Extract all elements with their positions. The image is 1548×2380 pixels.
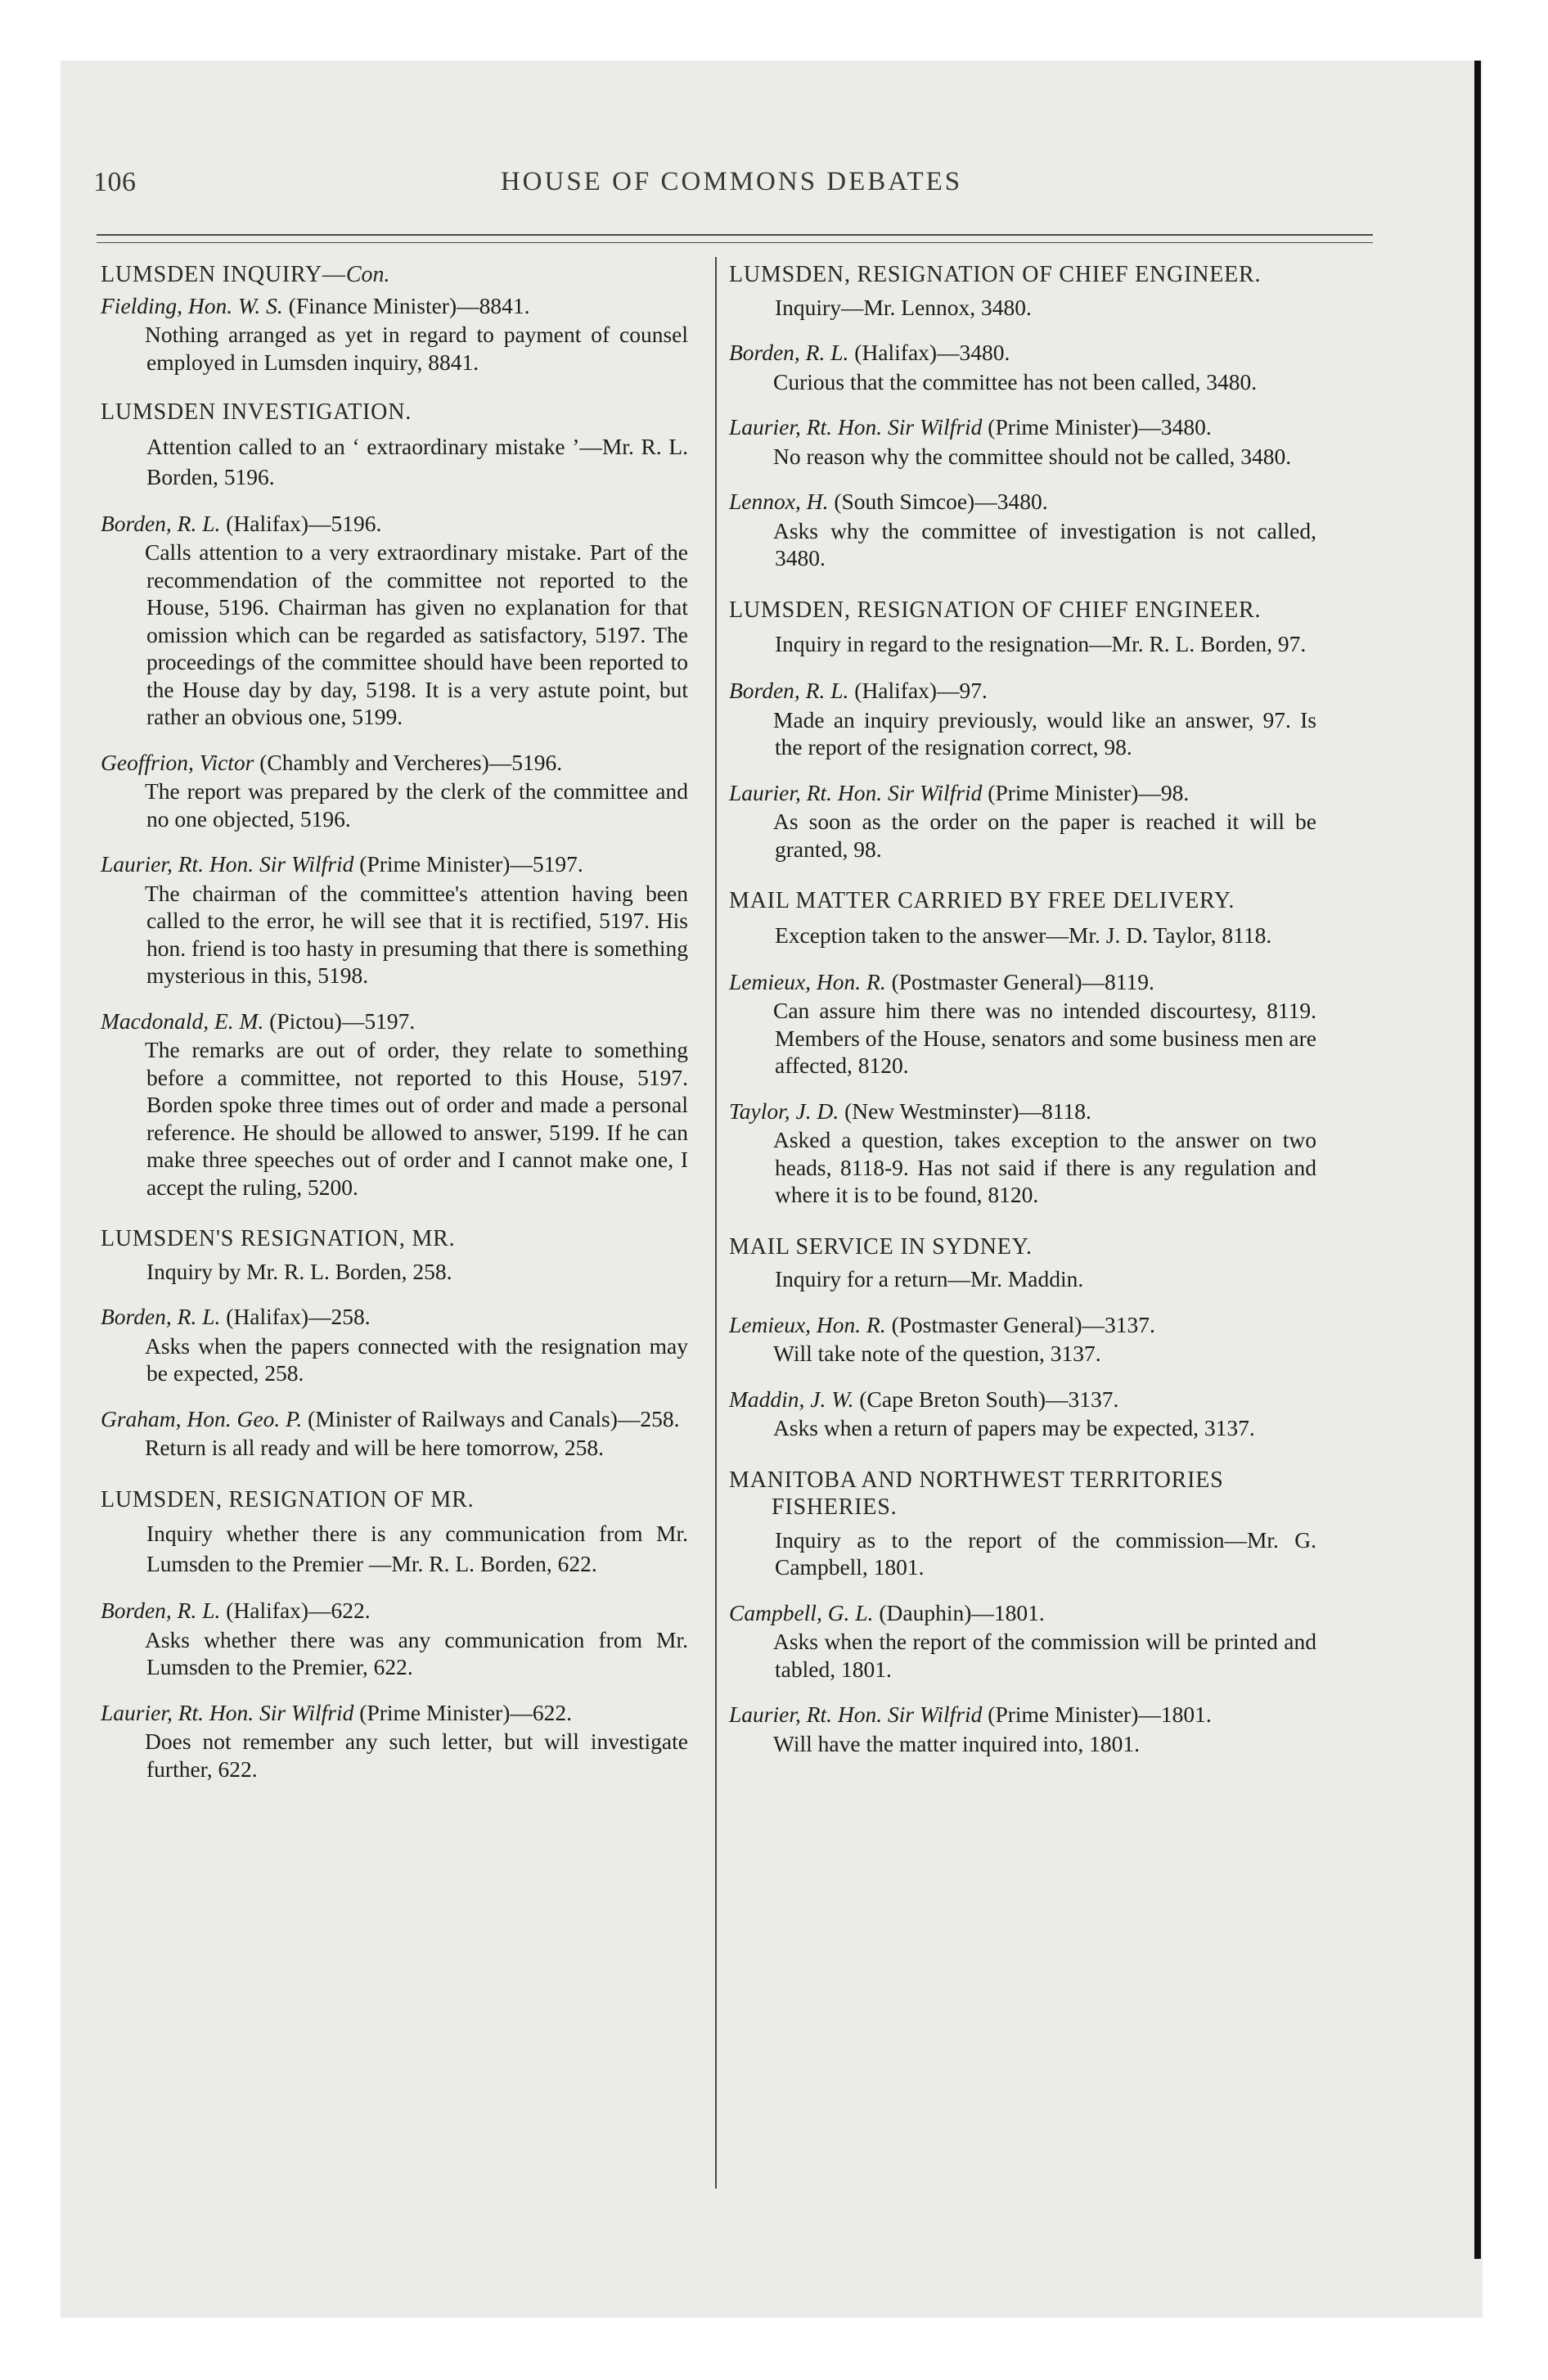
speech-summary: The report was prepared by the clerk of the committee and no one objected, 5196.: [145, 778, 688, 832]
page-sheet: [61, 61, 1483, 2318]
speaker-entry: Laurier, Rt. Hon. Sir Wilfrid (Prime Minister)—98.: [729, 779, 1190, 805]
speaker-entry: Laurier, Rt. Hon. Sir Wilfrid (Prime Minister)—1801.: [729, 1702, 1212, 1727]
speech-summary: Made an inquiry previously, would like an answer, 97. Is the report of the resignation correct, 98.: [773, 706, 1316, 760]
speech-summary: Will have the matter inquired into, 1801.: [773, 1730, 1140, 1756]
topic-note: Inquiry whether there is any communication from Mr. Lumsden to the Premier —Mr. R. L. Borden, 622.: [146, 1521, 688, 1576]
section-heading: MAIL SERVICE IN SYDNEY.: [729, 1233, 1033, 1260]
speaker-entry: Macdonald, E. M. (Pictou)—5197.: [101, 1007, 416, 1034]
speaker-entry: Maddin, J. W. (Cape Breton South)—3137.: [729, 1386, 1119, 1412]
speaker-entry: Borden, R. L. (Halifax)—622.: [101, 1598, 371, 1623]
speaker-entry: Borden, R. L. (Halifax)—258.: [101, 1304, 371, 1329]
speech-summary: The remarks are out of order, they relate to something before a committee, not reported to this House, 5197. Borden spoke three times out of order and made a personal reference. He should be allowed to answer, 5199. If he can make three speeches out of order and I cannot make one, I accept the ruling, 5200.: [145, 1037, 688, 1200]
section-heading: LUMSDEN, RESIGNATION OF MR.: [101, 1486, 475, 1512]
topic-note: Attention called to an ‘ extraordinary mistake ’—Mr. R. L. Borden, 5196.: [146, 433, 688, 489]
speech-summary: Asks why the committee of investigation is not called, 3480.: [773, 517, 1316, 570]
page-number: 106: [93, 167, 137, 197]
topic-note: Inquiry in regard to the resignation—Mr. R. L. Borden, 97.: [775, 631, 1307, 656]
speaker-entry: Laurier, Rt. Hon. Sir Wilfrid (Prime Minister)—622.: [101, 1699, 572, 1725]
speech-summary: Will take note of the question, 3137.: [773, 1341, 1101, 1366]
speaker-entry: Laurier, Rt. Hon. Sir Wilfrid (Prime Minister)—5197.: [101, 851, 583, 877]
section-heading: MAIL MATTER CARRIED BY FREE DELIVERY.: [729, 888, 1235, 913]
speech-summary: Asked a question, takes exception to the answer on two heads, 8118-9. Has not said if there is any regulation and where it is to be found, 8120.: [773, 1127, 1316, 1207]
page-edge-shadow: [1474, 61, 1481, 2259]
section-heading: LUMSDEN, RESIGNATION OF CHIEF ENGINEER.: [729, 597, 1262, 623]
topic-note: Inquiry—Mr. Lennox, 3480.: [775, 294, 1032, 320]
section-heading: MANITOBA AND NORTHWEST TERRITORIES FISHERIES.: [729, 1467, 1224, 1520]
speaker-entry: Borden, R. L. (Halifax)—3480.: [729, 340, 1010, 365]
header-rule-thin: [97, 242, 1373, 243]
page-header: [93, 167, 1370, 216]
column-divider: [715, 257, 717, 2188]
speech-summary: Asks when the papers connected with the resignation may be expected, 258.: [145, 1332, 688, 1386]
speech-summary: The chairman of the committee's attention having been called to the error, he will see that it is rectified, 5197. His hon. friend is too hasty in presuming that there is something mysterious in this, 5198.: [145, 880, 688, 988]
speech-summary: Calls attention to a very extraordinary mistake. Part of the recommendation of the committee not reported to the House, 5196. Chairman has given no explanation for that omission which can be regarded as satisfactory, 5197. The proceedings of the committee should have been reported to the House day by day, 5198. It is a very astute point, but rather an obvious one, 5199.: [145, 539, 688, 729]
speech-summary: No reason why the committee should not be called, 3480.: [773, 443, 1292, 469]
header-rule: [97, 234, 1373, 236]
topic-note: Inquiry as to the report of the commission—Mr. G. Campbell, 1801.: [775, 1526, 1316, 1580]
topic-note: Inquiry for a return—Mr. Maddin.: [775, 1266, 1084, 1291]
right-column: [729, 261, 1325, 1757]
topic-note: Inquiry by Mr. R. L. Borden, 258.: [146, 1258, 452, 1284]
speaker-entry: Campbell, G. L. (Dauphin)—1801.: [729, 1599, 1045, 1625]
speech-summary: As soon as the order on the paper is reached it will be granted, 98.: [773, 809, 1316, 862]
speech-summary: Does not remember any such letter, but will investigate further, 622.: [145, 1729, 688, 1782]
running-title: HOUSE OF COMMONS DEBATES: [500, 167, 963, 196]
speaker-entry: Fielding, Hon. W. S. (Finance Minister)—8841.: [101, 292, 530, 318]
speaker-entry: Lemieux, Hon. R. (Postmaster General)—8119.: [729, 968, 1154, 994]
speech-summary: Asks whether there was any communication from Mr. Lumsden to the Premier, 622.: [145, 1626, 688, 1679]
speaker-entry: Laurier, Rt. Hon. Sir Wilfrid (Prime Minister)—3480.: [729, 414, 1212, 439]
speaker-entry: Lennox, H. (South Simcoe)—3480.: [729, 489, 1048, 514]
speech-summary: Can assure him there was no intended discourtesy, 8119. Members of the House, senators and some business men are affected, 8120.: [773, 998, 1316, 1078]
speaker-entry: Geoffrion, Victor (Chambly and Vercheres)—5196.: [101, 749, 563, 775]
speech-summary: Curious that the committee has not been called, 3480.: [773, 368, 1258, 394]
speech-summary: Asks when a return of papers may be expected, 3137.: [773, 1415, 1255, 1440]
topic-note: Exception taken to the answer—Mr. J. D. Taylor, 8118.: [775, 922, 1272, 948]
speaker-entry: Borden, R. L. (Halifax)—97.: [729, 678, 988, 703]
section-heading: LUMSDEN INVESTIGATION.: [101, 399, 412, 425]
speech-summary: Return is all ready and will be here tomorrow, 258.: [145, 1435, 605, 1460]
speaker-entry: Lemieux, Hon. R. (Postmaster General)—3137.: [729, 1311, 1155, 1337]
left-column: [101, 261, 696, 1783]
speech-summary: Nothing arranged as yet in regard to payment of counsel employed in Lumsden inquiry, 8841.: [145, 322, 688, 375]
speaker-entry: Borden, R. L. (Halifax)—5196.: [101, 510, 382, 536]
section-heading: LUMSDEN'S RESIGNATION, MR.: [101, 1226, 456, 1251]
speaker-entry: Taylor, J. D. (New Westminster)—8118.: [729, 1098, 1091, 1124]
speaker-entry: Graham, Hon. Geo. P. (Minister of Railways and Canals)—258.: [101, 1405, 680, 1431]
speech-summary: Asks when the report of the commission will be printed and tabled, 1801.: [773, 1629, 1316, 1682]
section-heading: LUMSDEN, RESIGNATION OF CHIEF ENGINEER.: [729, 262, 1262, 287]
section-heading: LUMSDEN INQUIRY—Con.: [101, 262, 390, 287]
